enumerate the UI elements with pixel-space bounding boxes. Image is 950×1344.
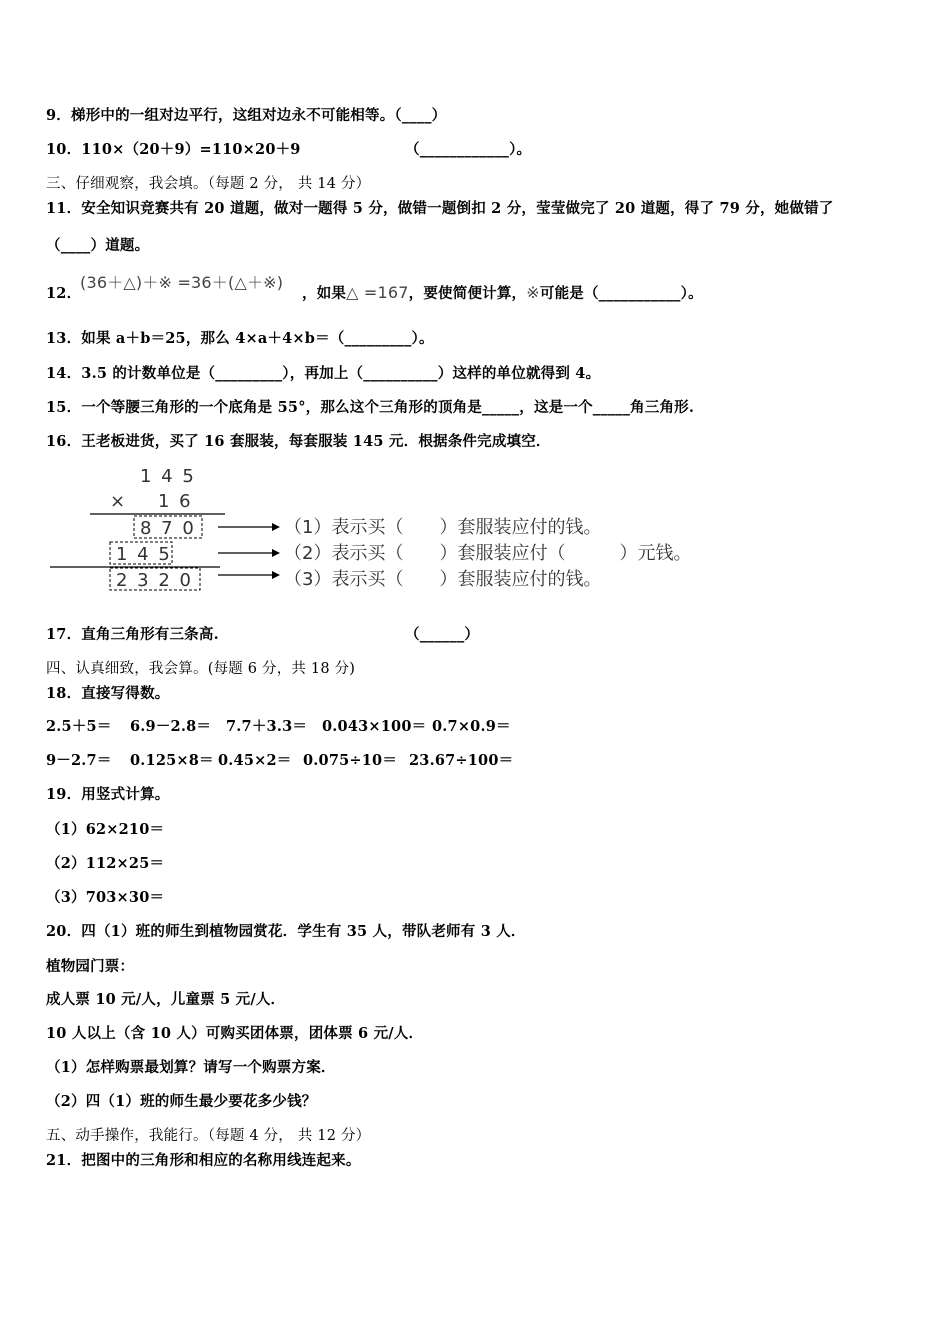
calc-item: 7.7＋3.3＝	[226, 718, 308, 735]
arrowhead-icon	[272, 549, 280, 557]
section-3-heading: 三、仔细观察，我会填。（每题 2 分， 共 14 分）	[46, 176, 371, 192]
question-number: 13．	[46, 330, 82, 347]
arrowhead-icon	[272, 571, 280, 579]
multiplier: 1 6	[158, 491, 193, 512]
question-16	[46, 430, 551, 451]
answer-blank: （____________）。	[405, 141, 532, 158]
calc-item: 23.67÷100＝	[409, 752, 514, 769]
question-text: 直角三角形有三条高.	[81, 626, 219, 643]
reference-mark: ※	[526, 283, 540, 302]
question-9	[46, 104, 446, 125]
question-number: 9．	[46, 107, 71, 124]
question-14	[46, 362, 600, 383]
text-line: 成人票 10 元/人，儿童票 5 元/人．	[46, 991, 286, 1008]
question-13	[46, 327, 434, 348]
question-number: 19．	[46, 786, 82, 803]
question-21	[46, 1149, 361, 1170]
label-3: （3）表示买（ ）套服装应付的钱。	[284, 569, 602, 590]
section-5-heading: 五、动手操作，我能行。（每题 4 分， 共 12 分）	[46, 1128, 371, 1144]
question-11	[46, 197, 833, 218]
question-text: 一个等腰三角形的一个底角是 55°，那么这个三角形的顶角是_____，这是一个_____角三角形.	[81, 399, 695, 416]
question-number: 11．	[46, 200, 82, 217]
question-text: 直接写得数。	[81, 685, 170, 702]
calc-item: 9－2.7＝	[46, 752, 112, 769]
question-text: 梯形中的一组对边平行，这组对边永不可能相等。（____）	[71, 107, 447, 124]
question-text: 安全知识竞赛共有 20 道题，做对一题得 5 分，做错一题倒扣 2 分，莹莹做完了 20 道题，得了 79 分，她做错了	[81, 200, 834, 217]
label-1: （1）表示买（ ）套服装应付的钱。	[284, 517, 602, 538]
multiplication-figure	[40, 458, 740, 598]
arrowhead-icon	[272, 523, 280, 531]
partial-product-2: 1 4 5	[116, 544, 172, 565]
question-18	[46, 682, 169, 703]
condition-formula: △ =167	[346, 283, 409, 302]
question-number: 17．	[46, 626, 82, 643]
times-sign: ×	[110, 491, 126, 512]
calc-item: 0.125×8＝	[130, 752, 214, 769]
question-number: 21．	[46, 1152, 82, 1169]
calc-item: 0.075÷10＝	[303, 752, 398, 769]
calc-item: 0.043×100＝	[322, 718, 427, 735]
question-12-text: ，如果△ =167，要使简便计算，※可能是（___________）。	[302, 283, 703, 302]
sub-item: （2）112×25＝	[46, 855, 165, 872]
question-number: 14．	[46, 365, 82, 382]
question-text: 如果 a＋b＝25，那么 4×a＋4×b＝（_________）。	[81, 330, 434, 347]
question-12	[46, 282, 81, 303]
question-text: 用竖式计算。	[81, 786, 170, 803]
question-17	[46, 623, 219, 644]
label-2: （2）表示买（ ）套服装应付（ ）元钱。	[284, 543, 692, 564]
text-line: 10 人以上（含 10 人）可购买团体票，团体票 6 元/人．	[46, 1025, 424, 1042]
question-text: 110×（20＋9）=110×20＋9	[81, 141, 301, 158]
question-15	[46, 396, 694, 417]
sub-item: （1）怎样购票最划算？请写一个购票方案．	[46, 1059, 336, 1076]
calc-item: 6.9－2.8＝	[130, 718, 212, 735]
question-number: 20．	[46, 923, 82, 940]
question-number: 16．	[46, 433, 82, 450]
multiplicand: 1 4 5	[140, 466, 196, 487]
question-10	[46, 138, 301, 159]
partial-product-1: 8 7 0	[140, 518, 196, 539]
question-number: 12．	[46, 285, 82, 302]
section-4-heading: 四、认真细致，我会算。(每题 6 分，共 18 分)	[46, 661, 356, 677]
text-line: 植物园门票：	[46, 958, 135, 975]
question-number: 15．	[46, 399, 82, 416]
question-20	[46, 920, 526, 941]
question-11-line2: （____）道题。	[46, 237, 150, 254]
calc-item: 2.5＋5＝	[46, 718, 112, 735]
sub-item: （3）703×30＝	[46, 889, 165, 906]
question-text: 四（1）班的师生到植物园赏花．学生有 35 人，带队老师有 3 人．	[81, 923, 526, 940]
calc-item: 0.45×2＝	[218, 752, 292, 769]
question-text: 3.5 的计数单位是（_________），再加上（__________）这样的单位就得到 4。	[81, 365, 601, 382]
question-19	[46, 783, 169, 804]
calc-item: 0.7×0.9＝	[432, 718, 511, 735]
question-number: 18．	[46, 685, 82, 702]
question-text: 王老板进货，买了 16 套服装，每套服装 145 元．根据条件完成填空．	[81, 433, 551, 450]
question-number: 10．	[46, 141, 82, 158]
answer-blank: （______）	[405, 626, 480, 643]
formula-image: (36＋△)＋※ =36＋(△＋※)	[80, 273, 284, 292]
sub-item: （1）62×210＝	[46, 821, 165, 838]
product-total: 2 3 2 0	[116, 570, 193, 591]
question-text: 把图中的三角形和相应的名称用线连起来。	[81, 1152, 361, 1169]
sub-item: （2）四（1）班的师生最少要花多少钱？	[46, 1093, 317, 1110]
